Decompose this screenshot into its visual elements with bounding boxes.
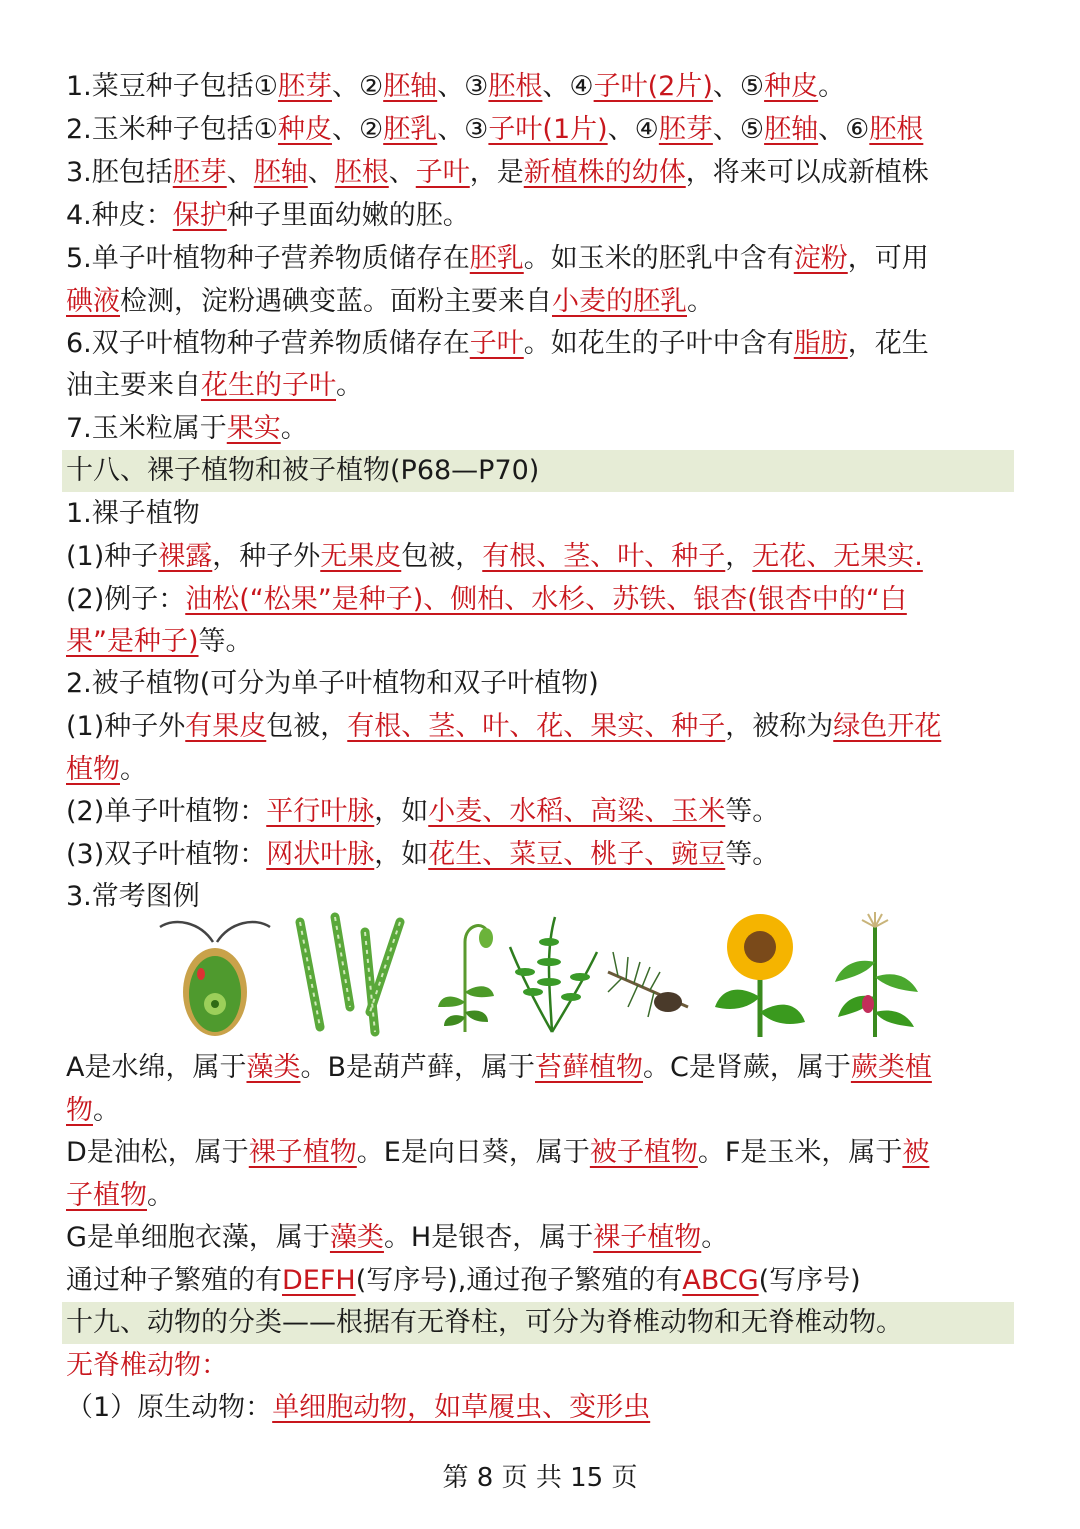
s18-answer-line-6: 通过种子繁殖的有DEFH(写序号),通过孢子繁殖的有ABCG(写序号) bbox=[66, 1265, 861, 1296]
s19-subheading: 无脊椎动物： bbox=[66, 1350, 228, 1381]
s18-group-2-title: 2.被子植物(可分为单子叶植物和双子叶植物) bbox=[66, 668, 599, 699]
s1-line-6: 碘液检测，淀粉遇碘变蓝。面粉主要来自小麦的胚乳。 bbox=[66, 286, 714, 317]
s18-answer-line-4: 子植物。 bbox=[66, 1180, 174, 1211]
s19-line-1: （1）原生动物：单细胞动物，如草履虫、变形虫 bbox=[66, 1392, 651, 1423]
s18-line-6: (2)单子叶植物：平行叶脉，如小麦、水稻、高粱、玉米等。 bbox=[66, 796, 780, 827]
s18-line-1: (1)种子裸露，种子外无果皮包被，有根、茎、叶、种子，无花、无果实. bbox=[66, 541, 923, 572]
moss-icon bbox=[430, 912, 500, 1037]
section-19-heading: 十九、动物的分类——根据有无脊柱，可分为脊椎动物和无脊椎动物。 bbox=[62, 1302, 1014, 1344]
s1-line-9: 7.玉米粒属于果实。 bbox=[66, 413, 308, 444]
section-18-heading: 十八、裸子植物和被子植物(P68—P70) bbox=[62, 450, 1014, 492]
s18-line-4: (1)种子外有果皮包被，有根、茎、叶、花、果实、种子，被称为绿色开花 bbox=[66, 711, 942, 742]
s18-line-7: (3)双子叶植物：网状叶脉，如花生、菜豆、桃子、豌豆等。 bbox=[66, 839, 780, 870]
s18-answer-line-1: A是水绵，属于藻类。B是葫芦藓，属于苔藓植物。C是肾蕨，属于蕨类植 bbox=[66, 1052, 932, 1083]
s1-line-5: 5.单子叶植物种子营养物质储存在胚乳。如玉米的胚乳中含有淀粉，可用 bbox=[66, 243, 929, 274]
s1-line-7: 6.双子叶植物种子营养物质储存在子叶。如花生的子叶中含有脂肪，花生 bbox=[66, 328, 929, 359]
s18-line-3: 果”是种子)等。 bbox=[66, 626, 253, 657]
plant-figures bbox=[150, 912, 930, 1042]
s18-answer-line-3: D是油松，属于裸子植物。E是向日葵，属于被子植物。F是玉米，属于被 bbox=[66, 1137, 930, 1168]
s18-group-1-title: 1.裸子植物 bbox=[66, 498, 200, 529]
s1-line-2: 2.玉米种子包括①种皮、②胚乳、③子叶(1片)、④胚芽、⑤胚轴、⑥胚根 bbox=[66, 114, 924, 145]
s1-line-8: 油主要来自花生的子叶。 bbox=[66, 370, 363, 401]
s18-line-2: (2)例子：油松(“松果”是种子)、侧柏、水杉、苏铁、银杏(银杏中的“白 bbox=[66, 584, 907, 615]
page-footer: 第 8 页 共 15 页 bbox=[442, 1463, 638, 1493]
s1-line-3: 3.胚包括胚芽、胚轴、胚根、子叶，是新植株的幼体，将来可以成新植株 bbox=[66, 157, 929, 188]
sunflower-icon bbox=[705, 912, 815, 1037]
pine-icon bbox=[598, 912, 698, 1037]
s18-answer-line-5: G是单细胞衣藻，属于藻类。H是银杏，属于裸子植物。 bbox=[66, 1222, 729, 1253]
spirogyra-icon bbox=[290, 912, 420, 1037]
fern-icon bbox=[505, 912, 600, 1037]
s1-line-1: 1.菜豆种子包括①胚芽、②胚轴、③胚根、④子叶(2片)、⑤种皮。 bbox=[66, 71, 846, 102]
s18-group-3-title: 3.常考图例 bbox=[66, 881, 200, 912]
s1-line-4: 4.种皮：保护种子里面幼嫩的胚。 bbox=[66, 200, 470, 231]
corn-icon bbox=[830, 912, 920, 1037]
s18-answer-line-2: 物。 bbox=[66, 1095, 120, 1126]
chlamydomonas-icon bbox=[155, 912, 275, 1037]
s18-line-5: 植物。 bbox=[66, 754, 147, 785]
